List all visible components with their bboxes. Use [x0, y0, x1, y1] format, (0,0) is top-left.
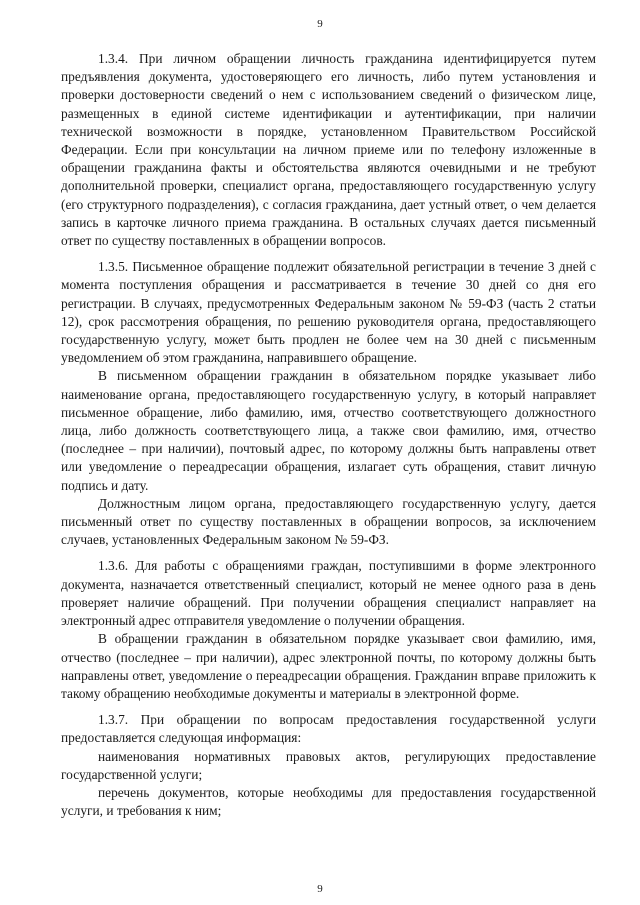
list-item-legal-acts: наименования нормативных правовых актов, регулирующих предоставление государственной услуги; — [61, 748, 596, 782]
page-number-bottom: 9 — [317, 883, 323, 895]
document-body — [61, 50, 596, 820]
paragraph-official-answer: Должностным лицом органа, предоставляющего государственную услугу, дается письменный ответ по существу поставленных в обращении вопросов, за исключением случаев, установленных Федеральным законом № 59-ФЗ. — [61, 495, 596, 548]
paragraph-written-appeal: В письменном обращении гражданин в обязательном порядке указывает либо наименование органа, предоставляющего государственную услугу, в который направляет письменное обращение, либо фамилию, имя, отчество соответствующего должностного лица, либо должность соответствующего лица, а также свои фамилию, имя, отчество (последнее – при наличии), почтовый адрес, по которому должны быть направлены ответ или уведомление о переадресации обращения, излагает суть обращения, ставит личную подпись и дату. — [61, 368, 596, 493]
paragraph-1-3-5: 1.3.5. Письменное обращение подлежит обязательной регистрации в течение 3 дней с момента поступления обращения и рассматривается в течение 30 дней со дня его регистрации. В случаях, предусмотренных Федеральным законом № 59-ФЗ (часть 2 статьи 12), срок рассмотрения обращения, по решению руководителя органа, предоставляющего государственную услугу, может быть продлен не более чем на 30 дней с письменным уведомлением об этом гражданина, направившего обращение. — [61, 259, 596, 366]
paragraph-1-3-6: 1.3.6. Для работы с обращениями граждан, поступившими в форме электронного документа, назначается ответственный специалист, который не менее одного раза в день проверяет наличие обращений. При получении обращения специалист направляет на электронный адрес отправителя уведомление о получении обращения. — [61, 558, 596, 629]
list-item-documents: перечень документов, которые необходимы для предоставления государственной услуги, и требования к ним; — [61, 784, 596, 819]
paragraph-electronic-appeal: В обращении гражданин в обязательном порядке указывает свои фамилию, имя, отчество (последнее – при наличии), адрес электронной почты, по которому должны быть направлены ответ, уведомление о переадресации обращения. Гражданин вправе приложить к такому обращению необходимые документы и материалы в электронной форме. — [61, 631, 596, 701]
paragraph-1-3-7: 1.3.7. При обращении по вопросам предоставления государственной услуги предоставляется следующая информация: — [61, 712, 596, 746]
paragraph-1-3-4: 1.3.4. При личном обращении личность гражданина идентифицируется путем предъявления документа, удостоверяющего его личность, либо путем установления и проверки достоверности сведений о нем с использованием сведений о физическом лице, размещенных в единой системе идентификации и аутентификации, при наличии технической возможности в порядке, установленном Правительством Российской Федерации. Если при консультации на личном приеме или по телефону изложенные в обращении гражданина факты и обстоятельства являются очевидными и не требуют дополнительной проверки, специалист органа, предоставляющего государственную услугу (его структурного подразделения), с согласия гражданина, дает устный ответ, о чем делается запись в карточке личного приема гражданина. В остальных случаях дается письменный ответ по существу поставленных в обращении вопросов. — [61, 51, 596, 249]
page-number-top: 9 — [317, 18, 323, 30]
